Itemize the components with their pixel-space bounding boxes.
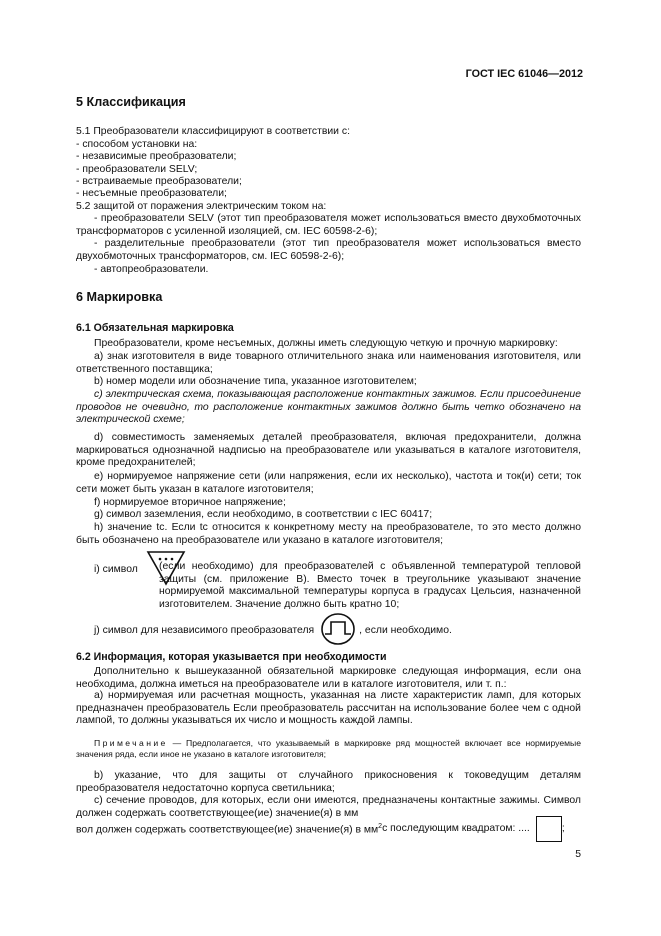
item-i-text: (если необходимо) для преобразователей с объявленной температурой тепловой защиты (см. приложение B). Вместо точек в треугольнике указывают значение нормируемой максимальной температуры корпуса в градусах Цельсия, назначенной изготовителем. Значение должно быть кратно 10; — [159, 561, 581, 610]
item-c2-cont: с последующим квадратом: .... — [382, 822, 530, 834]
item-j-prefix: j) символ для независимого преобразователя — [94, 625, 315, 636]
note — [76, 738, 581, 760]
independent-converter-icon — [320, 612, 356, 651]
item-a: a) знак изготовителя в виде товарного отличительного знака или наименования изготовителя, или ответственного поставщика; — [76, 351, 581, 375]
note-label: Примечание — [94, 738, 168, 748]
standard-header: ГОСТ IEC 61046—2012 — [465, 68, 583, 80]
list-item: - автопреобразователи. — [94, 264, 209, 275]
note-text: — Предполагается, что указываемый в маркировке ряд мощностей включает все нормируемые значения ряда, если иное не указано в каталоге изготовителя; — [76, 738, 581, 759]
item-c2-line2 — [76, 816, 581, 842]
item-i-prefix: i) символ — [94, 564, 138, 575]
list-item: - разделительные преобразователи (этот тип преобразователя может использоваться вместо двухобмоточных трансформаторов, см. IEC 60598-2-6); — [76, 238, 581, 262]
item-j-line — [94, 612, 452, 651]
item-d: d) совместимость заменяемых деталей преобразователя, включая предохранители, должна маркироваться однозначной надписью на преобразователе или указываться в каталоге изготовителя, кроме предохранителей; — [76, 432, 581, 469]
list-item: - преобразователи SELV; — [76, 164, 198, 175]
item-e: e) нормируемое напряжение сети (или напряжения, если их несколько), частота и ток(и) сети; ток сети может быть указан в каталоге изготовителя; — [76, 471, 581, 495]
section-6-title: 6 Маркировка — [76, 290, 163, 304]
item-c: c) электрическая схема, показывающая расположение контактных зажимов. Если присоединение проводов не очевидно, то расположение контактных зажимов должно быть четко обозначено на электрической схеме; — [76, 389, 581, 426]
section-5-title: 5 Классификация — [76, 95, 186, 109]
item-b: b) номер модели или обозначение типа, указанное изготовителем; — [94, 376, 417, 387]
item-c2-tail: вол должен содержать соответствующее(ие) значение(я) в $мм^2$ — [76, 822, 383, 836]
page-number: 5 — [575, 849, 581, 860]
subsection-6-2-title: 6.2 Информация, которая указывается при необходимости — [76, 651, 387, 663]
list-item: - независимые преобразователи; — [76, 151, 237, 162]
clause-5-1: 5.1 Преобразователи классифицируют в соответствии с: — [76, 126, 350, 137]
cross-section-square-icon — [536, 816, 562, 842]
list-item: - преобразователи SELV (этот тип преобразователя может использоваться вместо двухобмоточных трансформаторов с усиленной изоляцией, см. IEC 60598-2-6); — [76, 213, 581, 237]
paragraph: Дополнительно к вышеуказанной обязательной маркировке следующая информация, если она необходима, должна иметься на преобразователе или в каталоге изготовителя, или т. п.: — [76, 666, 581, 690]
item-a2: a) нормируемая или расчетная мощность, указанная на листе характеристик ламп, для которых предназначен преобразователь Если преобразователь рассчитан на использование более чем с одной лампой, то должны указываться их число и мощность каждой лампы. — [76, 690, 581, 727]
item-g: g) символ заземления, если необходимо, в соответствии с IEC 60417; — [94, 509, 433, 520]
clause-5-2: 5.2 защитой от поражения электрическим током на: — [76, 201, 327, 212]
paragraph: Преобразователи, кроме несъемных, должны иметь следующую четкую и прочную маркировку: — [94, 338, 558, 349]
list-item: - встраиваемые преобразователи; — [76, 176, 242, 187]
item-j-suffix: , если необходимо. — [359, 625, 452, 636]
item-f: f) нормируемое вторичное напряжение; — [94, 497, 286, 508]
list-item: - несъемные преобразователи; — [76, 188, 227, 199]
subsection-6-1-title: 6.1 Обязательная маркировка — [76, 322, 234, 334]
list-item: - способом установки на: — [76, 139, 198, 150]
item-c2-end: ; — [561, 822, 565, 834]
item-b2: b) указание, что для защиты от случайного прикосновения к токоведущим деталям преобразователя недостаточно корпуса светильника; — [76, 770, 581, 794]
item-h: h) значение tc. Если tc относится к конкретному месту на преобразователе, то это место должно быть обозначено на преобразователе или указано в каталоге изготовителя; — [76, 522, 581, 546]
item-c2: c) сечение проводов, для которых, если они имеются, предназначены контактные зажимы. Символ должен содержать соответствующее(ие) значение(я) в мм — [76, 795, 581, 819]
